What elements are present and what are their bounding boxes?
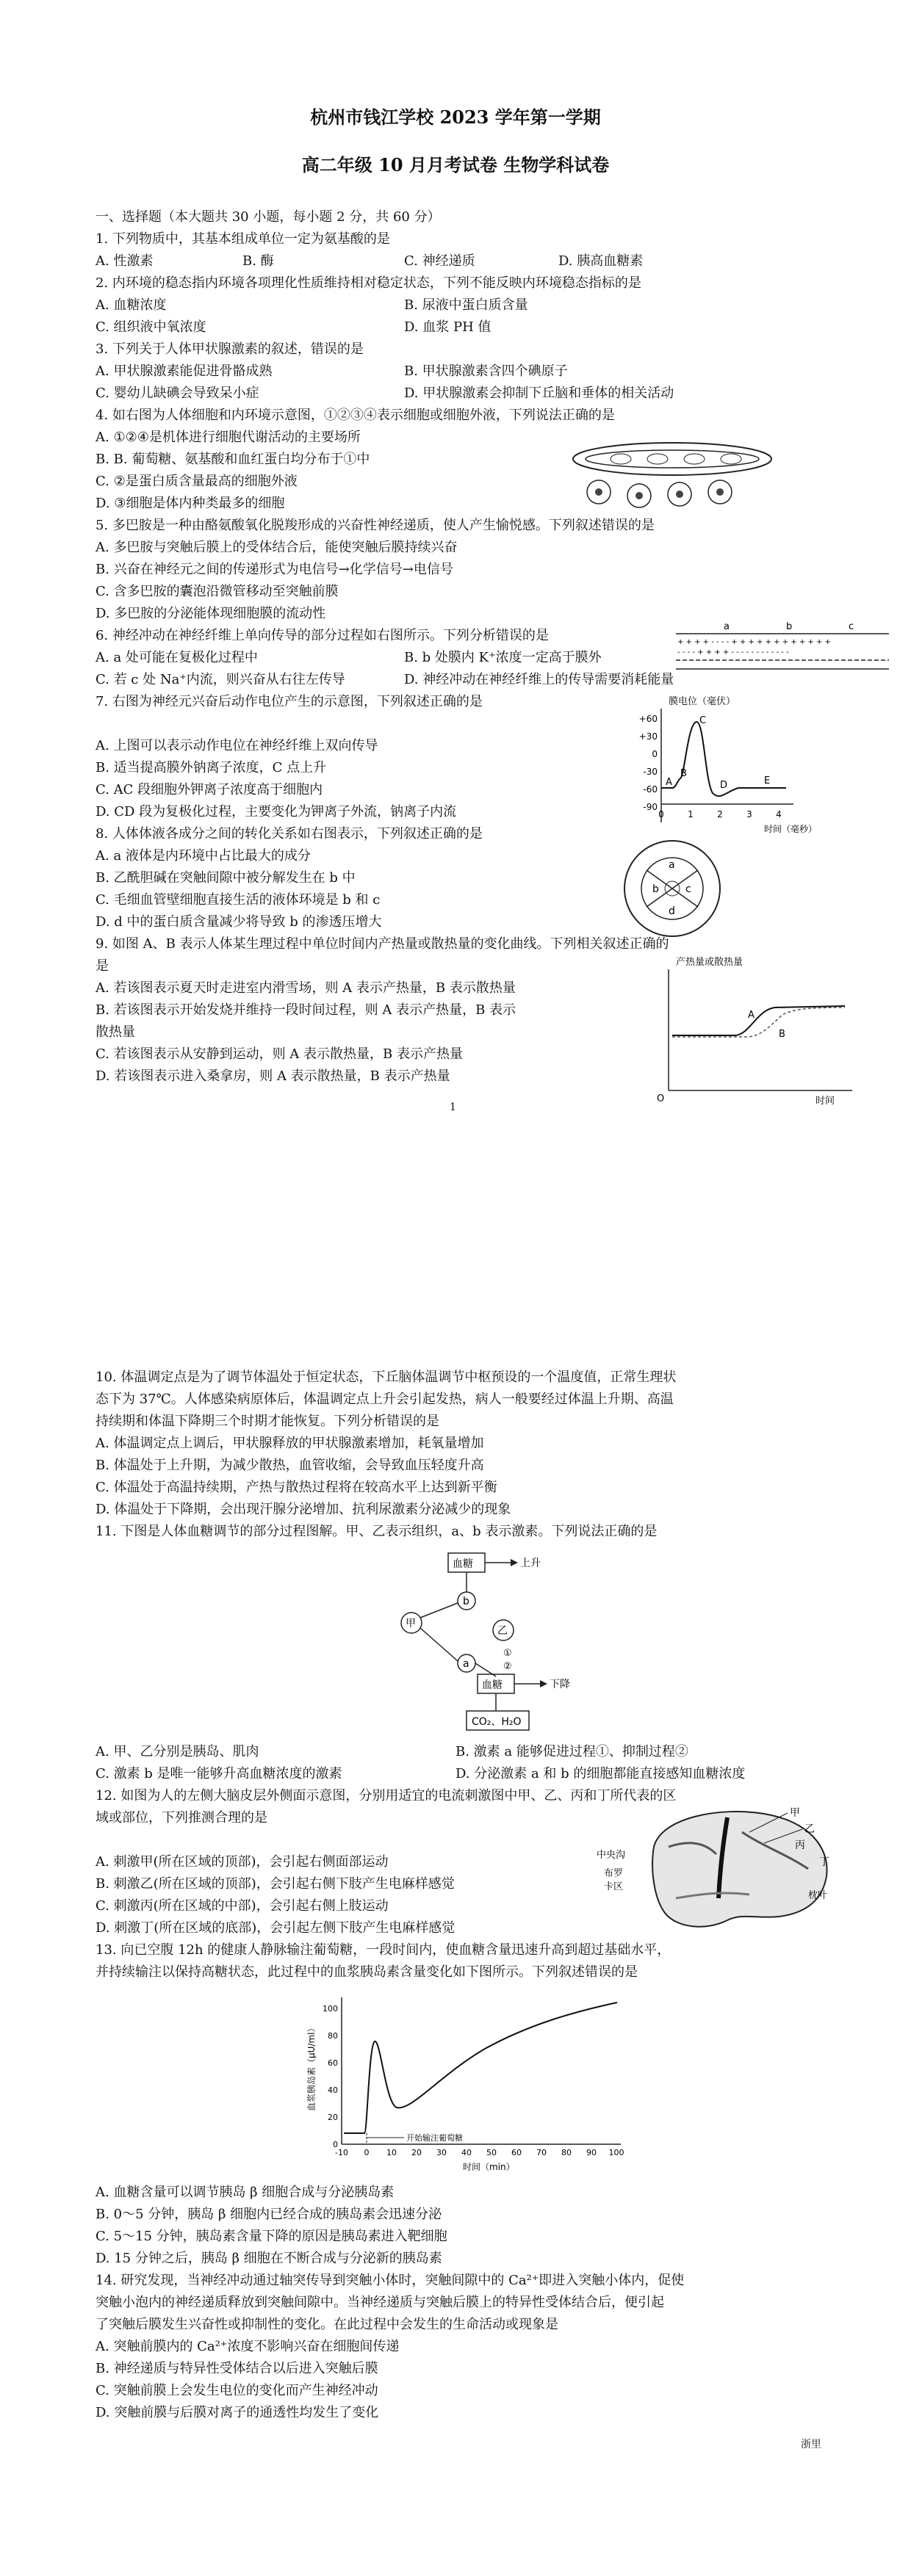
q12-label-yi: 乙 bbox=[804, 1823, 815, 1835]
q13-ytick: 20 bbox=[328, 2113, 338, 2122]
q10-option-a: A. 体温调定点上调后，甲状腺释放的甲状腺激素增加，耗氧量增加 bbox=[96, 1436, 484, 1451]
q12-label-ding: 丁 bbox=[819, 1856, 829, 1868]
q6-label-b: b bbox=[786, 621, 793, 632]
q11-blood-top: 血糖 bbox=[453, 1558, 473, 1570]
q13-xtick: 90 bbox=[586, 2148, 597, 2157]
q7-xtick: 3 bbox=[746, 809, 752, 820]
q11-option-a: A. 甲、乙分别是胰岛、肌肉 bbox=[96, 1744, 259, 1759]
q13-xtick: 50 bbox=[486, 2148, 497, 2157]
q11-a: a bbox=[463, 1658, 469, 1670]
q13-xtick: 60 bbox=[511, 2148, 522, 2157]
q12-stem-line1: 12. 如图为人的左侧大脑皮层外侧面示意图，分别用适宜的电流刺激图中甲、乙、丙和丁所代表的区 bbox=[96, 1788, 677, 1803]
q10-stem-line3: 持续期和体温下降期三个时期才能恢复。下列分析错误的是 bbox=[96, 1414, 439, 1429]
q6-label-a: a bbox=[724, 621, 730, 632]
q12-label-jia: 甲 bbox=[790, 1807, 800, 1819]
q9-option-a: A. 若该图表示夏天时走进室内滑雪场，则 A 表示产热量，B 表示散热量 bbox=[96, 980, 516, 996]
q11-option-d: D. 分泌激素 a 和 b 的细胞都能直接感知血糖浓度 bbox=[455, 1766, 746, 1781]
q1-option-c: C. 神经递质 bbox=[404, 253, 475, 269]
q3-stem: 3. 下列关于人体甲状腺激素的叙述，错误的是 bbox=[96, 341, 364, 357]
q7-xtick: 4 bbox=[776, 809, 782, 820]
q7-ytick: -30 bbox=[643, 767, 658, 777]
q7-ytick: -60 bbox=[643, 784, 658, 795]
q6-option-a: A. a 处可能在复极化过程中 bbox=[96, 650, 258, 665]
q13-xtick: 30 bbox=[436, 2148, 447, 2157]
q7-point-d: D bbox=[720, 780, 728, 791]
q9-curve-a bbox=[672, 1006, 845, 1035]
q8-label-b: b bbox=[652, 883, 659, 895]
q7-ytick: +60 bbox=[638, 714, 658, 724]
q7-xtick: 1 bbox=[688, 809, 694, 820]
q12-occipital: 枕叶 bbox=[808, 1890, 828, 1901]
q9-option-b-line1: B. 若该图表示开始发烧并维持一段时间过程，则 A 表示产热量，B 表示 bbox=[96, 1002, 516, 1018]
q9-curve-b-label: B bbox=[779, 1029, 785, 1040]
q14-stem-line1: 14. 研究发现，当神经冲动通过轴突传导到突触小体时，突触间隙中的 Ca²⁺即进入突触小体内，促使 bbox=[96, 2273, 685, 2288]
q13-ytick: 80 bbox=[328, 2031, 338, 2041]
q6-option-b: B. b 处膜内 K⁺浓度一定高于膜外 bbox=[404, 650, 602, 665]
q13-stem-line1: 13. 向已空腹 12h 的健康人静脉输注葡萄糖，一段时间内，使血糖含量迅速升高到超过基础水平， bbox=[96, 1942, 671, 1958]
q12-broca-line2: 卡区 bbox=[604, 1881, 624, 1892]
q5-stem: 5. 多巴胺是一种由酪氨酸氧化脱羧形成的兴奋性神经递质，使人产生愉悦感。下列叙述错误的是 bbox=[96, 518, 655, 533]
page-number: 1 bbox=[450, 1101, 456, 1113]
q11-products: CO₂、H₂O bbox=[472, 1716, 522, 1728]
q13-ytick: 40 bbox=[328, 2085, 338, 2095]
q11-step1: ① bbox=[503, 1648, 512, 1659]
q14-option-c: C. 突触前膜上会发生电位的变化而产生神经冲动 bbox=[96, 2383, 378, 2398]
q7-point-c: C bbox=[699, 715, 707, 726]
q14-stem-line2: 突触小泡内的神经递质释放到突触间隙中。当神经递质与突触后膜上的特异性受体结合后，便引起 bbox=[96, 2295, 664, 2310]
q7-option-a: A. 上图可以表示动作电位在神经纤维上双向传导 bbox=[96, 738, 378, 753]
q11-glucose-diagram bbox=[367, 1546, 573, 1737]
q13-x-ticks bbox=[335, 2148, 624, 2157]
q7-ytick: -90 bbox=[643, 802, 658, 812]
q4-option-c: C. ②是蛋白质含量最高的细胞外液 bbox=[96, 474, 298, 489]
q12-brain-figure bbox=[595, 1803, 838, 1939]
q7-xtick: 0 bbox=[658, 809, 664, 820]
q6-stem: 6. 神经冲动在神经纤维上单向传导的部分过程如右图所示。下列分析错误的是 bbox=[96, 628, 549, 643]
q11-step2: ② bbox=[503, 1661, 512, 1672]
q7-x-label: 时间（毫秒） bbox=[764, 824, 818, 834]
q7-y-ticks bbox=[639, 714, 658, 812]
q8-option-a: A. a 液体是内环境中占比最大的成分 bbox=[96, 848, 311, 864]
q8-option-c: C. 毛细血管壁细胞直接生活的液体环境是 b 和 c bbox=[96, 892, 381, 908]
q10-stem-line2: 态下为 37℃。人体感染病原体后，体温调定点上升会引起发热，病人一般要经过体温上升期、高温 bbox=[96, 1392, 674, 1407]
q13-y-ticks bbox=[323, 2004, 338, 2149]
q7-point-a: A bbox=[666, 777, 672, 788]
q8-label-a: a bbox=[669, 859, 675, 871]
q1-option-a: A. 性激素 bbox=[96, 253, 154, 269]
q8-option-b: B. 乙酰胆碱在突触间隙中被分解发生在 b 中 bbox=[96, 870, 356, 886]
q10-option-b: B. 体温处于上升期，为减少散热，血管收缩，会导致血压轻度升高 bbox=[96, 1458, 484, 1473]
q2-option-b: B. 尿液中蛋白质含量 bbox=[404, 297, 528, 313]
q10-option-d: D. 体温处于下降期，会出现汗腺分泌增加、抗利尿激素分泌减少的现象 bbox=[96, 1502, 511, 1517]
q13-xtick: -10 bbox=[335, 2148, 348, 2157]
q12-label-bing: 丙 bbox=[795, 1839, 805, 1851]
q7-point-e: E bbox=[764, 775, 771, 786]
q6-label-c: c bbox=[849, 621, 854, 632]
q7-x-ticks bbox=[658, 809, 782, 820]
q8-option-d: D. d 中的蛋白质含量减少将导致 b 的渗透压增大 bbox=[96, 914, 382, 930]
q9-origin-label: O bbox=[657, 1093, 665, 1104]
q9-x-label: 时间 bbox=[815, 1096, 835, 1107]
q8-stem: 8. 人体体液各成分之间的转化关系如右图表示，下列叙述正确的是 bbox=[96, 826, 483, 842]
q11-rise-label: 上升 bbox=[520, 1557, 541, 1569]
q11-option-b: B. 激素 a 能够促进过程①、抑制过程② bbox=[455, 1744, 688, 1759]
q12-central-sulcus: 中央沟 bbox=[597, 1850, 626, 1861]
q2-option-a: A. 血糖浓度 bbox=[96, 297, 167, 313]
q7-option-d: D. CD 段为复极化过程，主要变化为钾离子外流，钠离子内流 bbox=[96, 804, 457, 820]
q6-nerve-figure bbox=[676, 621, 896, 687]
q9-option-d: D. 若该图表示进入桑拿房，则 A 表示散热量，B 表示产热量 bbox=[96, 1068, 450, 1084]
q12-option-d: D. 刺激丁(所在区域的底部)，会引起左侧下肢产生电麻样感觉 bbox=[96, 1920, 455, 1936]
q2-option-c: C. 组织液中氧浓度 bbox=[96, 319, 206, 335]
q13-option-d: D. 15 分钟之后，胰岛 β 细胞在不断合成与分泌新的胰岛素 bbox=[96, 2251, 442, 2266]
q13-y-label: 血浆胰岛素（μU/ml） bbox=[306, 2023, 317, 2111]
q7-ytick: 0 bbox=[652, 749, 658, 759]
q13-ytick: 100 bbox=[323, 2004, 338, 2014]
q7-xtick: 2 bbox=[717, 809, 723, 820]
footer-text: 浙里 bbox=[801, 2439, 821, 2450]
q13-xtick: 0 bbox=[364, 2148, 370, 2157]
q6-option-d: D. 神经冲动在神经纤维上的传导需要消耗能量 bbox=[404, 672, 674, 687]
exam-subtitle: 高二年级 10 月月考试卷 生物学科试卷 bbox=[301, 154, 610, 176]
q11-jia: 甲 bbox=[406, 1618, 416, 1629]
q3-option-a: A. 甲状腺激素能促进骨骼成熟 bbox=[96, 363, 273, 379]
q5-option-c: C. 含多巴胺的囊泡沿微管移动至突触前膜 bbox=[96, 584, 339, 599]
q11-option-c: C. 激素 b 是唯一能够升高血糖浓度的激素 bbox=[96, 1766, 342, 1781]
q11-drop-label: 下降 bbox=[550, 1679, 570, 1690]
q11-blood-bottom: 血糖 bbox=[482, 1679, 503, 1691]
q2-stem: 2. 内环境的稳态指内环境各项理化性质维持相对稳定状态，下列不能反映内环境稳态指标的是 bbox=[96, 275, 641, 291]
q14-stem-line3: 了突触后膜发生兴奋性或抑制性的变化。在此过程中会发生的生命活动或现象是 bbox=[96, 2317, 558, 2332]
section-heading: 一、选择题（本大题共 30 小题，每小题 2 分，共 60 分） bbox=[96, 209, 441, 225]
q13-xtick: 10 bbox=[386, 2148, 397, 2157]
q13-xtick: 20 bbox=[411, 2148, 422, 2157]
q12-option-a: A. 刺激甲(所在区域的顶部)，会引起右侧面部运动 bbox=[96, 1854, 389, 1870]
q12-option-c: C. 刺激丙(所在区域的中部)，会引起右侧上肢运动 bbox=[96, 1898, 389, 1914]
q13-ytick: 0 bbox=[333, 2140, 338, 2149]
q7-stem: 7. 右图为神经元兴奋后动作电位产生的示意图，下列叙述正确的是 bbox=[96, 694, 483, 709]
q9-stem-line1: 9. 如图 A、B 表示人体某生理过程中单位时间内产热量或散热量的变化曲线。下列相关叙述正确的 bbox=[96, 936, 669, 952]
q13-insulin-chart bbox=[294, 1986, 632, 2174]
q13-x-label: 时间（min） bbox=[463, 2162, 515, 2172]
exam-school-title: 杭州市钱江学校 2023 学年第一学期 bbox=[310, 106, 601, 128]
q8-label-d: d bbox=[669, 905, 675, 917]
q9-curve-b bbox=[672, 1007, 845, 1037]
q14-option-b: B. 神经递质与特异性受体结合以后进入突触后膜 bbox=[96, 2361, 378, 2376]
q7-option-c: C. AC 段细胞外钾离子浓度高于细胞内 bbox=[96, 782, 323, 797]
q13-option-a: A. 血糖含量可以调节胰岛 β 细胞合成与分泌胰岛素 bbox=[96, 2185, 395, 2200]
q1-stem: 1. 下列物质中，其基本组成单位一定为氨基酸的是 bbox=[96, 231, 390, 247]
q5-option-a: A. 多巴胺与突触后膜上的受体结合后，能使突触后膜持续兴奋 bbox=[96, 540, 458, 555]
q7-point-b: B bbox=[680, 768, 687, 779]
q8-label-c: c bbox=[685, 883, 691, 895]
q13-ytick: 60 bbox=[328, 2058, 338, 2068]
q9-heat-chart bbox=[647, 955, 867, 1109]
q12-broca-line1: 布罗 bbox=[604, 1868, 624, 1879]
q1-option-b: B. 酶 bbox=[242, 253, 274, 269]
q7-option-b: B. 适当提高膜外钠离子浓度，C 点上升 bbox=[96, 760, 327, 775]
q13-xtick: 70 bbox=[536, 2148, 547, 2157]
q4-option-d: D. ③细胞是体内种类最多的细胞 bbox=[96, 496, 285, 511]
q11-stem: 11. 下图是人体血糖调节的部分过程图解。甲、乙表示组织，a、b 表示激素。下列说法正确的是 bbox=[96, 1524, 658, 1539]
q13-insulin-curve bbox=[344, 2002, 617, 2133]
q13-xtick: 100 bbox=[608, 2148, 624, 2157]
q3-option-b: B. 甲状腺激素含四个碘原子 bbox=[404, 363, 568, 379]
q9-option-c: C. 若该图表示从安静到运动，则 A 表示散热量，B 表示产热量 bbox=[96, 1046, 463, 1062]
q6-plus-row: + + + + - - - - + + + + + + + + + + + + bbox=[677, 638, 831, 646]
q9-chart-title: 产热量或散热量 bbox=[676, 957, 743, 968]
q6-option-c: C. 若 c 处 Na⁺内流，则兴奋从右往左传导 bbox=[96, 672, 345, 687]
q14-option-d: D. 突触前膜与后膜对离子的通透性均发生了变化 bbox=[96, 2405, 379, 2420]
q3-option-c: C. 婴幼儿缺碘会导致呆小症 bbox=[96, 386, 259, 401]
q13-stem-line2: 并持续输注以保持高糖状态，此过程中的血浆胰岛素含量变化如下图所示。下列叙述错误的是 bbox=[96, 1964, 638, 1980]
q2-option-d: D. 血浆 PH 值 bbox=[404, 319, 491, 335]
q12-stem-line2: 域或部位，下列推测合理的是 bbox=[96, 1810, 267, 1826]
q13-option-b: B. 0～5 分钟，胰岛 β 细胞内已经合成的胰岛素会迅速分泌 bbox=[96, 2207, 442, 2222]
q10-stem-line1: 10. 体温调定点是为了调节体温处于恒定状态，下丘脑体温调节中枢预设的一个温度值，正常生理状 bbox=[96, 1370, 677, 1385]
q11-yi: 乙 bbox=[497, 1625, 508, 1637]
q7-action-potential-chart bbox=[617, 694, 838, 841]
q6-minus-row: - - - - + + + + - - - - - - - - - - - - bbox=[677, 648, 789, 656]
q4-option-a: A. ①②④是机体进行细胞代谢活动的主要场所 bbox=[96, 430, 361, 445]
q8-body-fluid-figure bbox=[617, 837, 727, 940]
q13-xtick: 40 bbox=[461, 2148, 472, 2157]
q11-b: b bbox=[463, 1596, 469, 1607]
q9-option-b-line2: 散热量 bbox=[96, 1024, 135, 1040]
q9-stem-line2: 是 bbox=[96, 958, 109, 974]
q7-ytick: +30 bbox=[638, 731, 658, 742]
q7-chart-title: 膜电位（毫伏） bbox=[669, 696, 736, 707]
q5-option-b: B. 兴奋在神经元之间的传递形式为电信号→化学信号→电信号 bbox=[96, 562, 453, 577]
q10-option-c: C. 体温处于高温持续期，产热与散热过程将在较高水平上达到新平衡 bbox=[96, 1480, 497, 1495]
q4-option-b: B. B. 葡萄糖、氨基酸和血红蛋白均分布于①中 bbox=[96, 452, 370, 467]
q4-cell-figure bbox=[569, 430, 782, 510]
q13-xtick: 80 bbox=[561, 2148, 572, 2157]
q3-option-d: D. 甲状腺激素会抑制下丘脑和垂体的相关活动 bbox=[404, 386, 674, 401]
q4-stem: 4. 如右图为人体细胞和内环境示意图，①②③④表示细胞或细胞外液，下列说法正确的是 bbox=[96, 408, 615, 423]
q14-option-a: A. 突触前膜内的 Ca²⁺浓度不影响兴奋在细胞间传递 bbox=[96, 2339, 400, 2354]
q1-option-d: D. 胰高血糖素 bbox=[558, 253, 644, 269]
q9-curve-a-label: A bbox=[748, 1010, 755, 1021]
q13-option-c: C. 5～15 分钟，胰岛素含量下降的原因是胰岛素进入靶细胞 bbox=[96, 2229, 447, 2244]
q5-option-d: D. 多巴胺的分泌能体现细胞膜的流动性 bbox=[96, 606, 326, 621]
q12-option-b: B. 刺激乙(所在区域的顶部)，会引起右侧下肢产生电麻样感觉 bbox=[96, 1876, 455, 1892]
q13-infusion-label: 开始输注葡萄糖 bbox=[406, 2133, 463, 2143]
